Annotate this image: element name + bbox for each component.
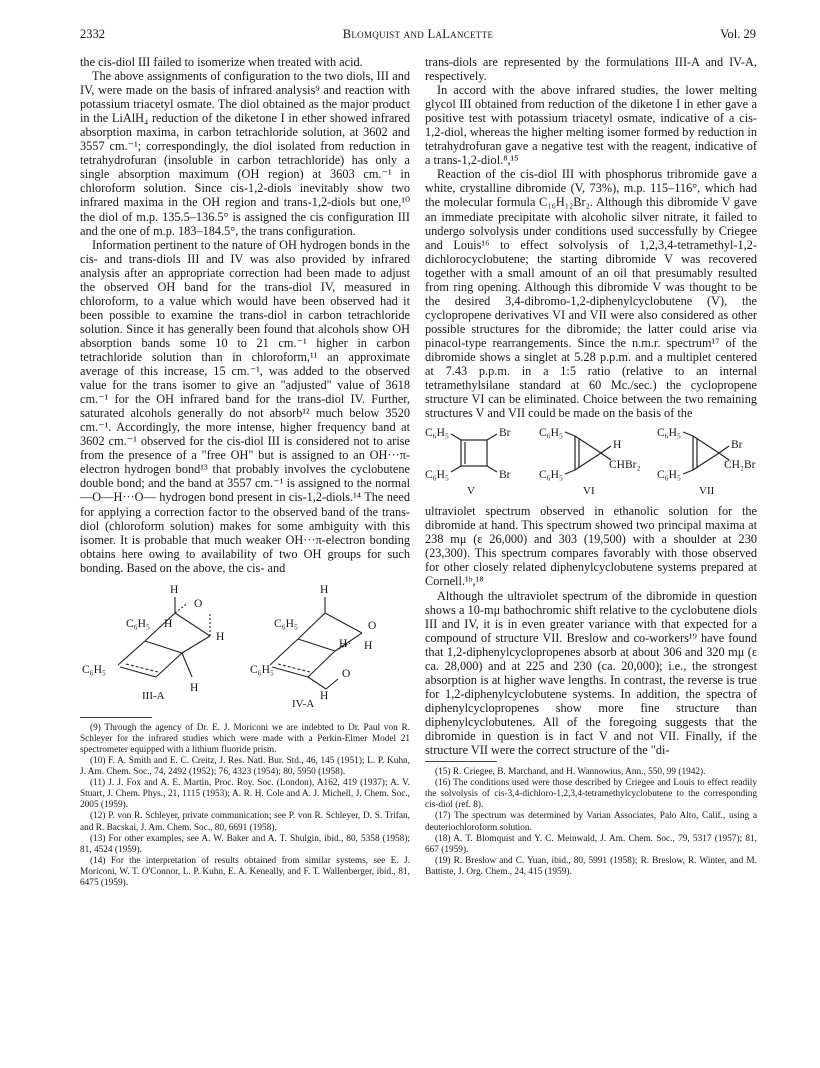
atom-label: H (320, 583, 329, 596)
footnote: (16) The conditions used were those described by Criegee and Louis to effect readily the solvolysis of cis-3,4-dichloro-1,2,3,4-tetramethylcyclobutene to the corresponding cis-diol (ref. 8). (425, 778, 757, 811)
atom-label: H (164, 617, 173, 630)
atom-label: C₆H₅ (82, 663, 106, 676)
paragraph: Although the ultraviolet spectrum of the dibromide in question shows a 10-mμ bathochromic shift relative to the cyclobutene diols III and IV, it is in even greater variance with that expected for a compound of structure VII. Breslow and co-workers¹⁹ have found that 1,2-diphenylcyclopropenes absorb at about 306 and 320 mμ (ε ca. 28,000) and at 225 and 230 (ca. 20,000); i.e., the strongest absorption is at higher wave lengths. In contrast, the reverse is true for 1,2-diphenylcyclobutene systems. In addition, the spectra of diphenylcyclopropenes show more fine structure than diphenylcyclobutenes. All of the foregoing suggests that the dibromide in question is in fact V and not VII. Finally, if the structure VII were the correct structure of the "di- (425, 588, 757, 758)
paragraph: trans-diols are represented by the formulations III-A and IV-A, respectively. (425, 55, 757, 84)
atom-label: C₆H₅ (126, 617, 150, 630)
atom-label: H (613, 439, 622, 452)
footnote: (14) For the interpretation of results obtained from similar systems, see E. J. Moriconi, W. T. O'Connor, L. P. Kuhn, E. A. Keneally, and F. T. Wallenberger, ibid., 81, 6475 (1959). (80, 855, 410, 889)
structure-label: IV-A (292, 697, 315, 709)
footnote: (12) P. von R. Schleyer, private communication; see P. von R. Schleyer, D. S. Trifan, and R. Bacskai, J. Am. Chem. Soc., 80, 6691 (1958). (80, 811, 410, 833)
running-title: Blomquist and LaLancette (342, 27, 494, 41)
atom-label: Br (499, 427, 511, 440)
footnote: (15) R. Criegee, B. Marchand, and H. Wannowius, Ann., 550, 99 (1942). (435, 767, 706, 778)
structure-label: VI (583, 485, 595, 497)
paragraph: the cis-diol III failed to isomerize when treated with acid. (80, 55, 363, 69)
paragraph: In accord with the above infrared studies, the lower melting glycol III obtained from reduction of the diketone I in ether gave a positive test with potassium triacetyl osmate, indicative of a cis-1,2-diol, whereas the higher melting isomer formed by reduction in tetrahydrofuran gave a negative test with the reagent, indicative of a trans-1,2-diol.⁸,¹⁵ (425, 83, 757, 168)
atom-label: C₆H₅ (539, 427, 563, 440)
footnote-divider (80, 717, 152, 718)
footnotes (425, 767, 757, 878)
paragraph: Information pertinent to the nature of OH hydrogen bonds in the cis- and trans-diols III and IV was also provided by infrared analysis after an appropriate correction had been made to adjust the observed OH band for the trans-diol IV, measured in chloroform, to a value which would have been observed had it been possible to examine the trans-diol in carbon tetrachloride solution. Since it has generally been found that alcohols show OH absorption bands some 10 to 21 cm.⁻¹ higher in carbon tetrachloride solution than in chloroform,¹¹ an approximate average of this increase, 15 cm.⁻¹, was added to the observed value for the trans isomer to give an "adjusted" value of 3618 cm.⁻¹ for the OH infrared band for the trans-diol IV. Further, saturated alcohols generally do not absorb¹² much below 3520 cm.⁻¹. Accordingly, the more intense, higher frequency band at 3602 cm.⁻¹ observed for the cis-diol III is considered not to arise from the presence of a "free OH" but is assigned to an OH···π-electron hydrogen bond¹³ that probably involves the cyclobutene double bond; and the band at 3557 cm.⁻¹ is assigned to the normal —O—H···O— hydrogen bond present in cis-1,2-diols.¹⁴ The need for applying a correction factor to the observed band of the trans-diol (chloroform solution) makes for some ambiguity with this isomer. It is probable that much weaker OH···π-electron bonding obtains here owing to availability of two OH groups for such bonding. Based on the above, the cis- and (80, 237, 410, 575)
atom-label: H (216, 630, 225, 643)
atom-label: O (342, 667, 351, 680)
paragraph: ultraviolet spectrum observed in ethanolic solution for the dibromide at hand. This spectrum showed two principal maxima at 238 mμ (ε 26,000) and 303 (19,500) with a shoulder at 230 (23,300). This spectrum compares favorably with those observed for other closely related diphenylcyclobutene systems prepared at Cornell.¹ᵇ,¹⁸ (425, 504, 757, 589)
structures-iii-a-iv-a (80, 581, 410, 709)
structure-label: VII (699, 485, 715, 497)
footnote: (19) R. Breslow and C. Yuan, ibid., 80, 5991 (1958); R. Breslow, R. Winter, and M. Battiste, J. Org. Chem., 24, 415 (1959). (425, 855, 757, 877)
atom-label: C₆H₅ (539, 469, 563, 482)
footnote: (17) The spectrum was determined by Varian Associates, Palo Alto, Calif., using a deuteriochloroform solution. (425, 811, 757, 833)
footnote: (10) F. A. Smith and E. C. Creitz, J. Res. Natl. Bur. Std., 46, 145 (1951); L. P. Kuhn, J. Am. Chem. Soc., 74, 2492 (1952); 76, 4323 (1954); 80, 5950 (1958). (80, 756, 410, 778)
paragraph: Reaction of the cis-diol III with phosphorus tribromide gave a white, crystalline dibromide (V, 73%), m.p. 115–116°, which had the molecular formula C₁₆H₁₂Br₂. Although this dibromide V gave an immediate precipitate with alcoholic silver nitrate, it failed to undergo solvolysis under conditions used successfully by Criegee and Louis¹⁶ to effect solvolysis of 1,2,3,4-tetramethyl-1,2-dichlorocyclobutene; the starting dibromide V was recovered together with a small amount of an oil that presumably resulted from ring opening. Although this dibromide V was thought to be the desired 3,4-dibromo-1,2-diphenylcyclobutene (V), the cyclopropene derivatives VI and VII were also considered as other possible structures for the dibromide; the latter could arise via pinacol-type rearrangements. Since the n.m.r. spectrum¹⁷ of the dibromide shows a singlet at 5.28 p.p.m. and a multiplet centered at 7.43 p.p.m. in a 1:5 ratio (relative to an internal tetramethylsilane standard at 60 Mc./sec.) the cyclopropene structure VI can be eliminated. Choice between the two remaining structures V and VII could be made on the basis of the (425, 167, 757, 421)
atom-label: C₆H₅ (657, 427, 681, 440)
structures-v-vi-vii (425, 426, 757, 496)
atom-label: C₆H₅ (274, 617, 298, 630)
page-number: 2332 (80, 27, 105, 41)
footnote: (11) J. J. Fox and A. E. Martin, Proc. Roy. Soc. (London), A162, 419 (1937); A. V. Stuart, J. Chem. Phys., 21, 1115 (1953); A. R. H. Cole and A. J. Michell, J. Chem. Soc., 2005 (1959). (80, 778, 410, 811)
atom-label: C₆H₅ (657, 469, 681, 482)
volume-label: Vol. 29 (720, 27, 756, 41)
footnote: (9) Through the agency of Dr. E. J. Moriconi we are indebted to Dr. Paul von R. Schleyer for the infrared studies which were made with a Perkin-Elmer Model 21 spectrometer equipped with a lithium fluoride prism. (80, 722, 410, 755)
right-column (425, 55, 757, 878)
atom-label: CH₂Br (724, 459, 756, 472)
atom-label: H (364, 639, 373, 652)
atom-label: CHBr₂ (609, 459, 641, 472)
footnote: (13) For other examples, see A. W. Baker and A. T. Shulgin, ibid., 80, 5358 (1958); 81, 4524 (1959). (80, 833, 410, 855)
atom-label: H (339, 637, 348, 650)
atom-label: H (320, 689, 329, 702)
footnote-divider (425, 761, 497, 762)
footnotes (80, 723, 410, 889)
atom-label: O (194, 597, 203, 610)
atom-label: C₆H₅ (425, 469, 449, 482)
paragraph: The above assignments of configuration to the two diols, III and IV, were made on the basis of infrared analysis⁹ and reaction with potassium triacetyl osmate. The diol obtained as the major product in the LiAlH₄ reduction of the diketone I in ether showed infrared absorption maxima, in carbon tetrachloride solution, at 3602 and 3557 cm.⁻¹; correspondingly, the diol isolated from reduction in tetrahydrofuran (insoluble in carbon tetrachloride) has only a single absorption maximum (OH region) at 3603 cm.⁻¹ in chloroform solution. Since cis-1,2-diols inevitably show two infrared maxima in the OH region and trans-1,2-diols but one,¹⁰ the diol of m.p. 135.5–136.5° is assigned the cis configuration III and the one of m.p. 183–184.5°, the trans configuration. (80, 69, 410, 238)
footnote: (18) A. T. Blomquist and Y. C. Meinwald, J. Am. Chem. Soc., 79, 5317 (1957); 81, 667 (1959). (425, 833, 757, 855)
running-header (80, 27, 756, 45)
atom-label: H (170, 583, 179, 596)
atom-label: O (368, 619, 377, 632)
atom-label: Br (731, 439, 743, 452)
structure-label: V (467, 485, 475, 497)
atom-label: Br (499, 469, 511, 482)
structure-label: III-A (142, 689, 165, 702)
left-column (80, 55, 410, 889)
atom-label: H (190, 681, 199, 694)
atom-label: C₆H₅ (250, 663, 274, 676)
atom-label: C₆H₅ (425, 427, 449, 440)
